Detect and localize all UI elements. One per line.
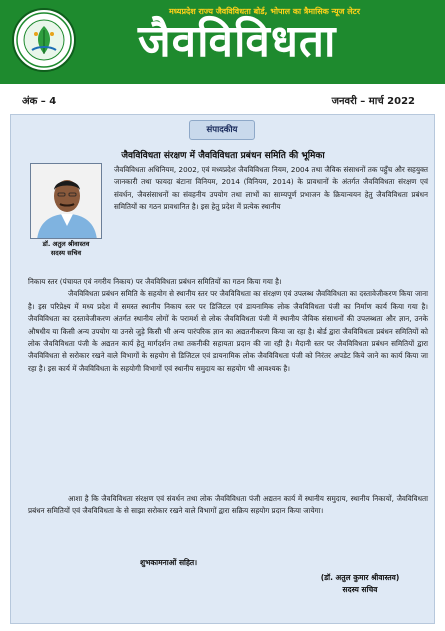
masthead-banner xyxy=(0,0,445,84)
paragraph-2: जैवविविधता प्रबंधन समिति के सहयोग से स्थानीय स्तर पर जैवविविधता का संरक्षण एवं उपलब्ध जैवविविधता का दस्तावेजीकरण किया जाना है। इस परिप्रेक्ष्य में मध्य प्रदेश में समस्त स्थानीय निकाय स्तर पर डिजिटल एवं डायनामिक लोक जैवविविधता पंजी का निर्माण कार्य किया गया है। जैवविविधता का दस्तावेजीकरण अंतर्गत स्थानीय लोगों के परामर्श से लोक जैवविविधता पंजी में स्थानीय जैविक संसाधनों की उपलब्धता और ज्ञान, उनके औषधीय या किसी अन्य उपयोग या उनसे जुड़े किसी भी अन्य पारंपरिक ज्ञान का अद्यतनीकरण किया जा रहा है। बोर्ड द्वारा जैवविविधता प्रबंधन समितियों को लोक जैवविविधता पंजी के अद्यतन कार्य हेतु मार्गदर्शन तथा तकनीकी सहायता प्रदान की जा रही है। मैदानी स्तर पर जैवविविधता प्रबंधन समितियों द्वारा जैवविविधता से सरोकार रखने वाले विभागों के सहयोग से डिजिटल एवं डायनामिक लोक जैवविविधता पंजी को निरंतर अपडेट किये जाने का कार्य किया जा रहा है। इस कार्य में जैवविविधता के सहयोगी विभागों एवं स्थानीय समुदाय का सहयोग भी आवश्यक है। xyxy=(28,289,428,373)
signature-block xyxy=(290,572,430,596)
closing-greeting: शुभकामनाओं सहित। xyxy=(140,558,198,567)
paragraph-intro: जैवविविधता अधिनियम, 2002, एवं मध्यप्रदेश जैवविविधता नियम, 2004 तथा जैविक संसाधनों तक पहुँच और सहयुक्त जानकारी तथा फायदा बंटाना विनियम, 2014 (विनियम, 2014) के प्रावधानों के अंतर्गत जैवविविधता संरक्षण एवं संवर्धन, जैवसंसाधनों का संवहनीय उपयोग तथा लाभों का साम्यपूर्ण प्रभाजन के क्रियान्वयन हेतु जैवविविधता प्रबंधन समितियों का गठन प्रावधानित है। इस हेतु प्रदेश में प्रत्येक स्थानीय xyxy=(114,165,428,212)
issue-bar xyxy=(0,84,445,114)
signatory-name: (डॉ. अतुल कुमार श्रीवास्तव) xyxy=(320,573,400,582)
board-emblem-icon xyxy=(12,8,76,72)
issue-date: जनवरी – मार्च 2022 xyxy=(331,96,415,107)
author-name: डॉ. अतुल श्रीवास्तव xyxy=(42,240,90,248)
paragraph-main xyxy=(28,276,428,375)
author-photo xyxy=(30,163,102,239)
paragraph-3: आशा है कि जैवविविधता संरक्षण एवं संवर्धन तथा लोक जैवविविधता पंजी अद्यतन कार्य में स्थानीय समुदाय, स्थानीय निकायों, जैवविविधता प्रबंधन समितियों एवं जैवविविधता के से साझा सरोकार रखने वाले विभागों द्वारा सक्रिय सहयोग प्रदान किया जायेगा। xyxy=(28,494,428,516)
newsletter-tagline: मध्यप्रदेश राज्य जैवविविधता बोर्ड, भोपाल का त्रैमासिक न्यूज लेटर xyxy=(169,7,360,16)
issue-number: अंक – 4 xyxy=(22,96,57,107)
section-tab-editorial: संपादकीय xyxy=(189,120,255,140)
author-caption xyxy=(30,240,102,258)
newsletter-title: जैवविविधता xyxy=(138,16,337,67)
article-headline: जैवविविधता संरक्षण में जैवविविधता प्रबंधन समिति की भूमिका xyxy=(121,151,325,161)
author-title: सदस्य सचिव xyxy=(50,249,82,257)
signatory-title: सदस्य सचिव xyxy=(342,585,378,594)
paragraph-intro-tail: निकाय स्तर (पंचायत एवं नगरीय निकाय) पर जैवविविधता प्रबंधन समितियों का गठन किया गया है। xyxy=(28,277,282,286)
